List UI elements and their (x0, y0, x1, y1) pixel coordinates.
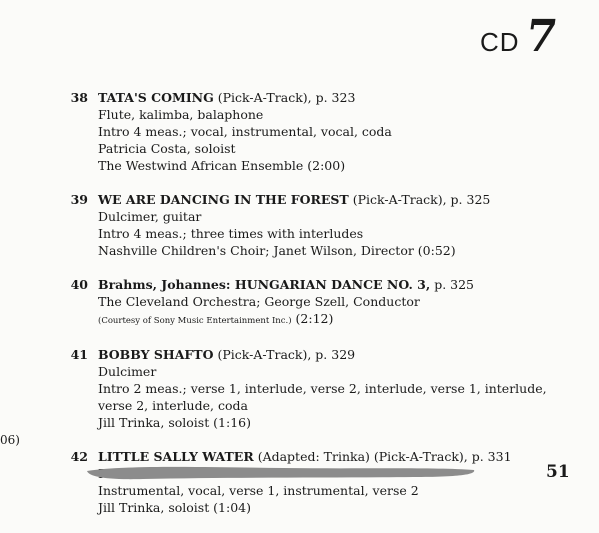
track-title: LITTLE SALLY WATER (98, 449, 254, 464)
track-title-suffix: (Adapted: Trinka) (Pick-A-Track), p. 331 (253, 449, 512, 464)
track-number: 42 (70, 449, 88, 464)
cd-text: CD (480, 27, 520, 57)
courtesy-note: (Courtesy of Sony Music Entertainment Inc.) (98, 316, 292, 326)
track-title-suffix: p. 325 (430, 277, 475, 292)
track-detail: Dulcimer, guitar (98, 209, 202, 224)
track-detail: Jill Trinka, soloist (1:16) (98, 415, 252, 430)
track-detail: Nashville Children's Choir; Janet Wilson, Director (0:52) (98, 243, 456, 258)
track-number: 38 (70, 90, 88, 105)
cd-label (480, 11, 560, 62)
track-42 (62, 448, 582, 516)
track-duration: (2:12) (291, 311, 334, 326)
page-number: 51 (546, 462, 570, 482)
track-number: 39 (70, 192, 88, 207)
track-number: 41 (70, 347, 88, 362)
track-detail: Jill Trinka, soloist (1:04) (98, 500, 252, 515)
track-title: Brahms, Johannes: HUNGARIAN DANCE NO. 3, (98, 277, 431, 292)
track-title: TATA'S COMING (98, 90, 214, 105)
track-detail: Dulcimer (98, 364, 157, 379)
track-title-suffix: (Pick-A-Track), p. 323 (213, 90, 356, 105)
track-title: WE ARE DANCING IN THE FOREST (98, 192, 349, 207)
track-40 (62, 276, 582, 329)
track-title: BOBBY SHAFTO (98, 347, 214, 362)
track-detail: Flute, kalimba, balaphone (98, 107, 264, 122)
track-detail: Patricia Costa, soloist (98, 141, 236, 156)
track-title-suffix: (Pick-A-Track), p. 325 (348, 192, 491, 207)
track-detail: Intro 4 meas.; three times with interludes (98, 226, 364, 241)
track-detail: Intro 4 meas.; vocal, instrumental, vocal, coda (98, 124, 392, 139)
track-detail: The Cleveland Orchestra; George Szell, Conductor (98, 294, 420, 309)
track-39 (62, 191, 582, 259)
track-41 (62, 346, 582, 431)
cd-number: 7 (522, 11, 560, 62)
margin-fragment: 06) (0, 433, 20, 447)
track-detail: Intro 2 meas.; verse 1, interlude, verse 2, interlude, verse 1, interlude, verse 2, interlude, coda (98, 381, 547, 413)
track-detail: Instrumental, vocal, verse 1, instrumental, verse 2 (98, 483, 419, 498)
gray-brush-stroke (83, 460, 478, 482)
track-38 (62, 89, 582, 174)
track-detail: The Westwind African Ensemble (2:00) (98, 158, 346, 173)
track-title-suffix: (Pick-A-Track), p. 329 (213, 347, 356, 362)
track-number: 40 (70, 277, 88, 292)
